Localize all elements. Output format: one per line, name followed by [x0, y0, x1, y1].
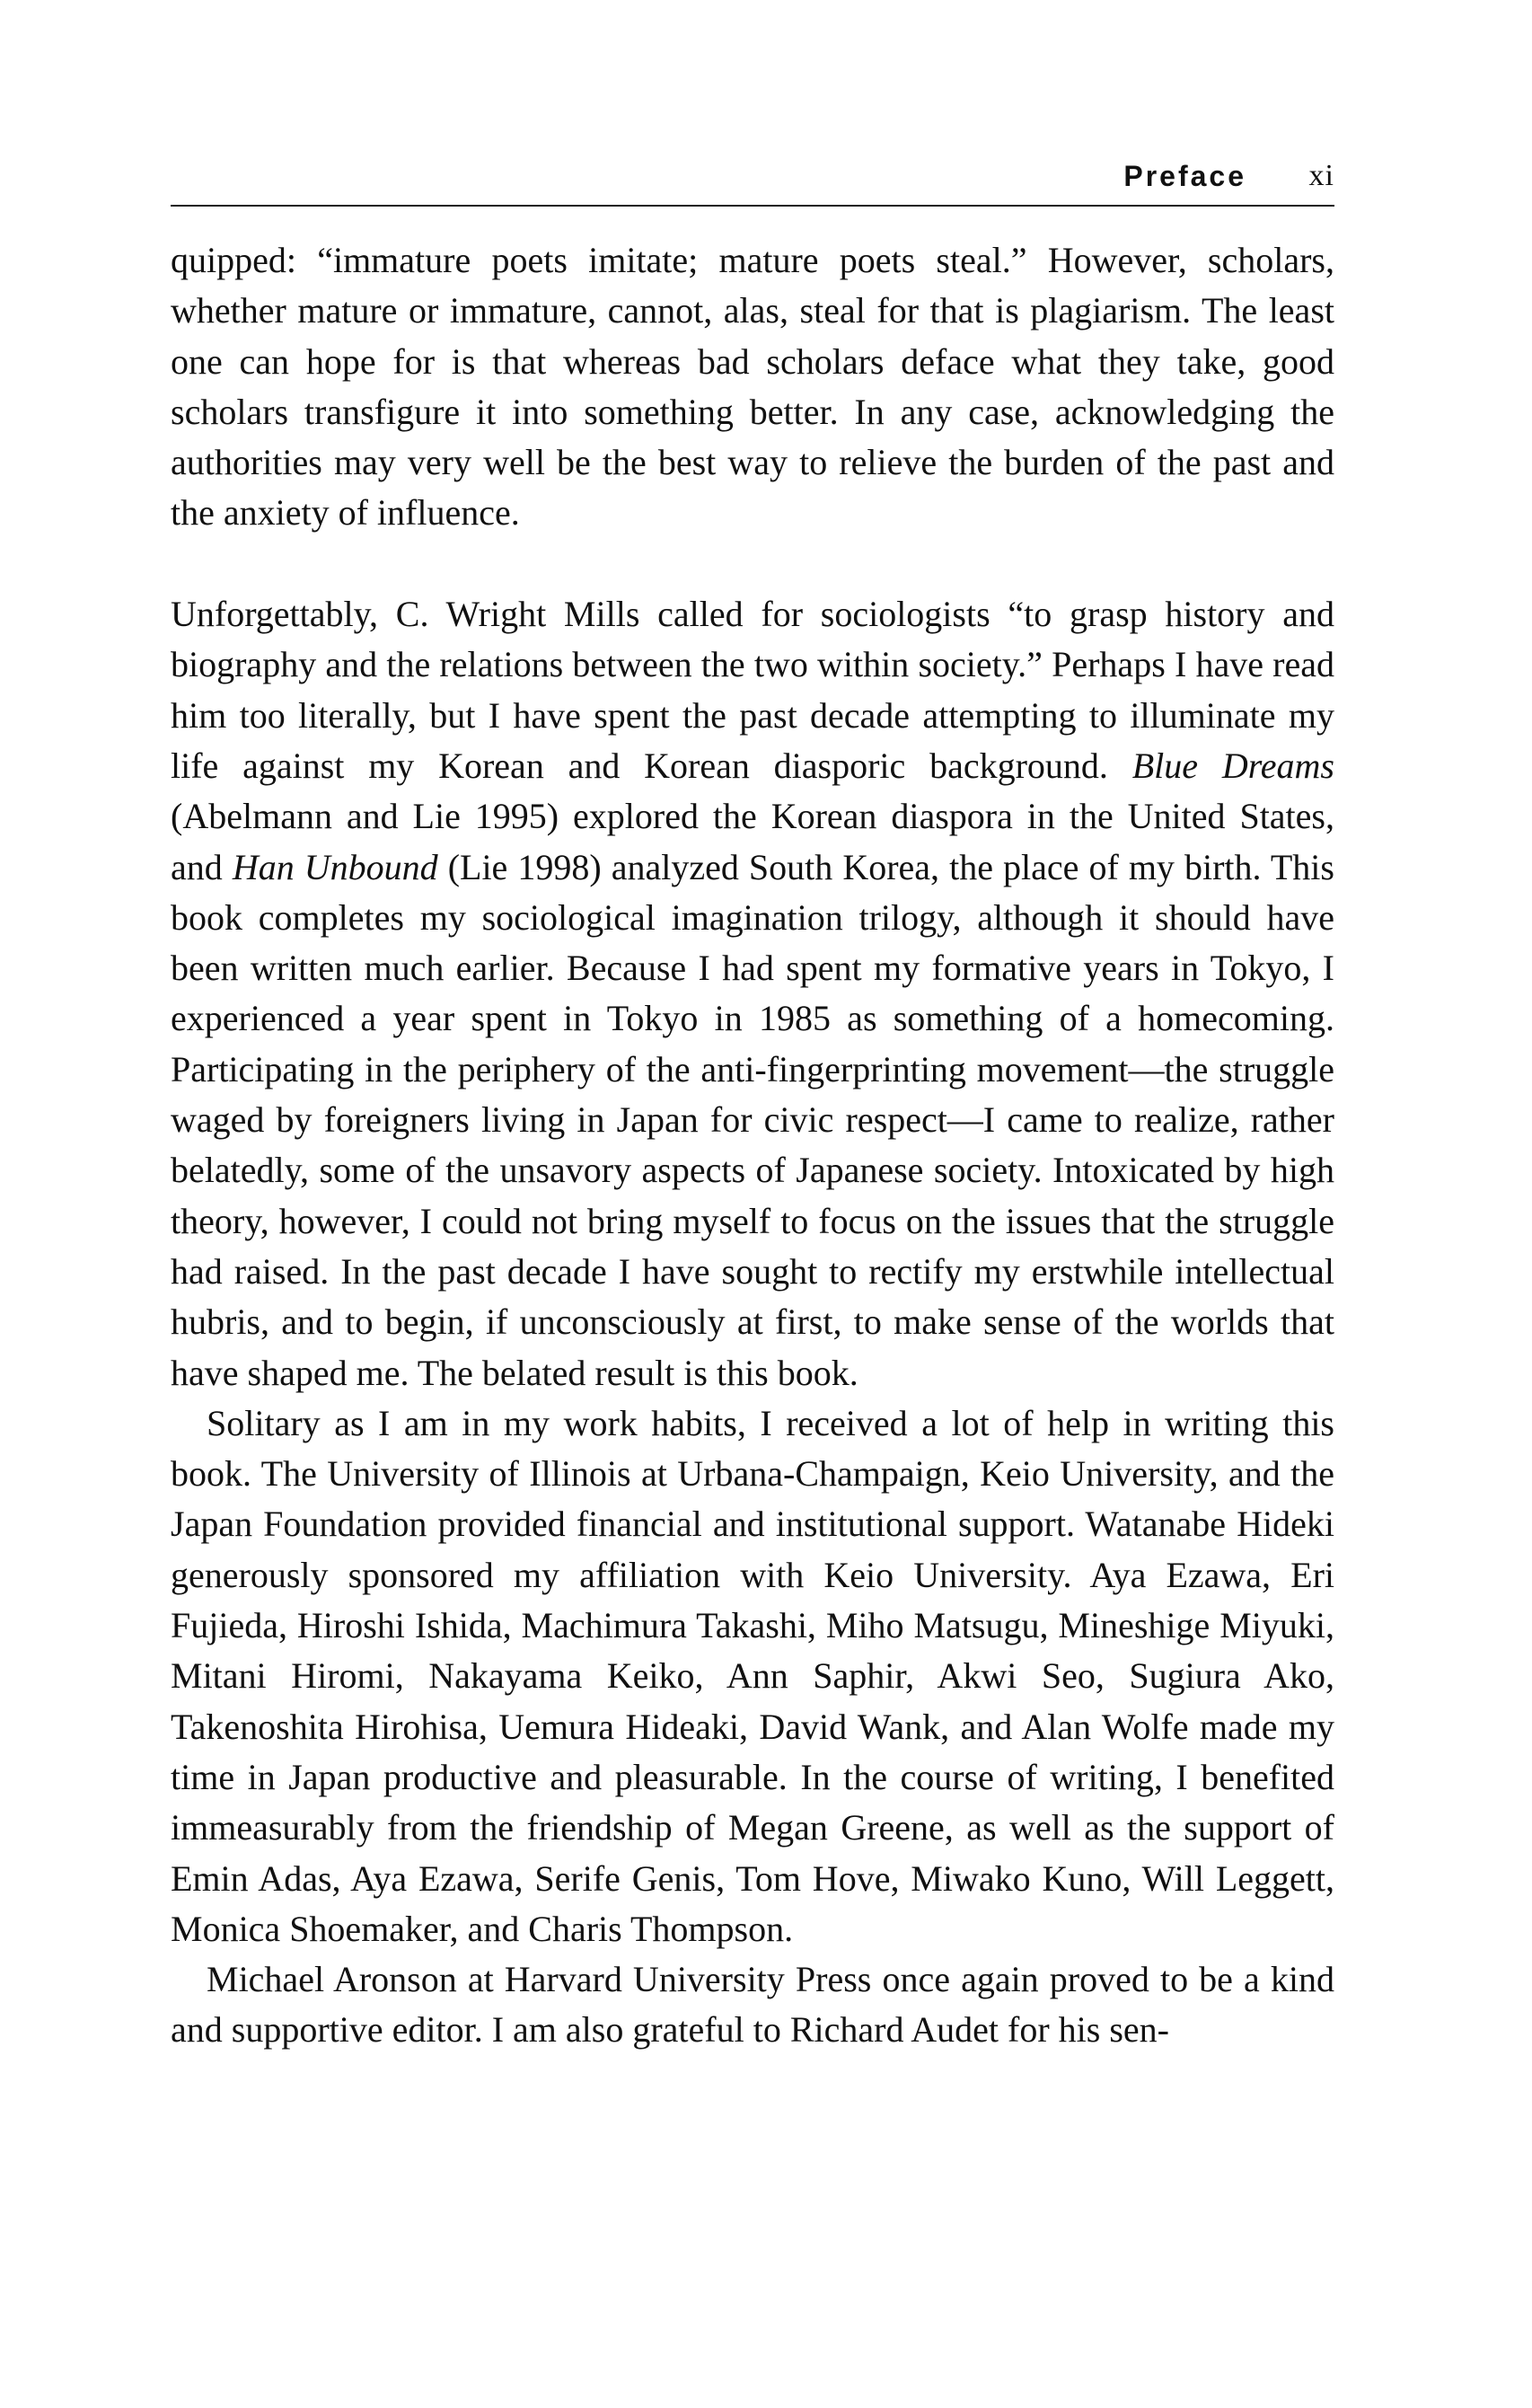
body-text	[171, 235, 1334, 2056]
paragraph-text: (Lie 1998) analyzed South Korea, the place of my birth. This book completes my sociological imagination trilogy, although it should have been written much earlier. Because I had spent my formative years in Tokyo, I experienced a year spent in Tokyo in 1985 as something of a homecoming. Participating in the periphery of the anti-fingerprinting movement—the struggle waged by foreigners living in Japan for civic respect—I came to realize, rather belatedly, some of the unsavory aspects of Japanese society. Intoxicated by high theory, however, I could not bring myself to focus on the issues that the struggle had raised. In the past decade I have sought to rectify my erstwhile intellectual hubris, and to begin, if unconsciously at first, to make sense of the worlds that have shaped me. The belated result is this book.	[171, 846, 1334, 1393]
paragraph-continued	[171, 235, 1334, 539]
book-title-italic: Han Unbound	[232, 846, 438, 887]
book-title-italic: Blue Dreams	[1131, 745, 1334, 786]
paragraph-acknowledgments	[171, 1398, 1334, 1954]
paragraph-text: Unforgettably, C. Wright Mills called for sociologists “to grasp history and biography and the relations between the two within society.” Perhaps I have read him too literally, but I have spent the past decade attempting to illuminate my life against my Korean and Korean diasporic background.	[171, 594, 1334, 786]
page-number: xi	[1308, 159, 1334, 192]
paragraph-editor	[171, 1954, 1334, 2056]
paragraph-text: Michael Aronson at Harvard University Press once again proved to be a kind and supportive editor. I am also grateful to Richard Audet for his sen-	[171, 1959, 1334, 2051]
book-page	[171, 0, 1334, 2408]
paragraph-text: (Abelmann and Lie 1995) explored the Korean diaspora in the United States, and	[171, 796, 1334, 887]
paragraph-mills	[171, 589, 1334, 1398]
paragraph-text: quipped: “immature poets imitate; mature poets steal.” However, scholars, whether mature or immature, cannot, alas, steal for that is plagiarism. The least one can hope for is that whereas bad scholars deface what they take, good scholars transfigure it into something better. In any case, acknowledging the authorities may very well be the best way to relieve the burden of the past and the anxiety of influence.	[171, 240, 1334, 534]
running-head-title: Preface	[1123, 160, 1246, 192]
paragraph-text: Solitary as I am in my work habits, I received a lot of help in writing this book. The University of Illinois at Urbana-Champaign, Keio University, and the Japan Foundation provided financial and institutional support. Watanabe Hideki generously sponsored my affiliation with Keio University. Aya Ezawa, Eri Fujieda, Hiroshi Ishida, Machimura Takashi, Miho Matsugu, Mineshige Miyuki, Mitani Hiromi, Nakayama Keiko, Ann Saphir, Akwi Seo, Sugiura Ako, Takenoshita Hirohisa, Uemura Hideaki, David Wank, and Alan Wolfe made my time in Japan productive and pleasurable. In the course of writing, I benefited immeasurably from the friendship of Megan Greene, as well as the support of Emin Adas, Aya Ezawa, Serife Genis, Tom Hove, Miwako Kuno, Will Leggett, Monica Shoemaker, and Charis Thompson.	[171, 1402, 1334, 1949]
running-head	[171, 158, 1334, 207]
